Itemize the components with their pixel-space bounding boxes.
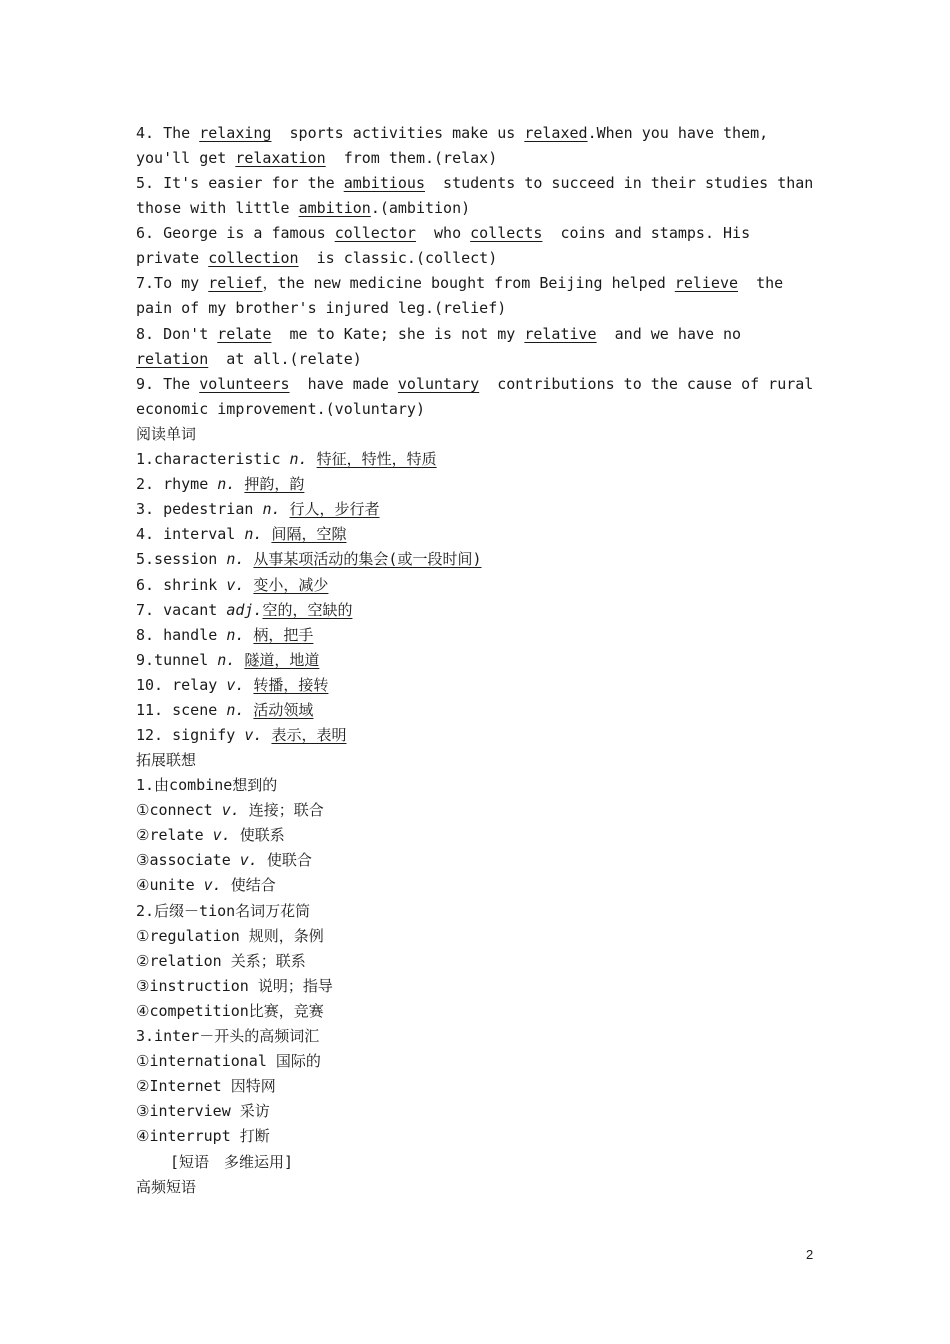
expand-item [136, 924, 324, 949]
vocab-word: 7. vacant [136, 600, 227, 619]
reading-word-item [136, 623, 313, 648]
vocab-word: 3. pedestrian [136, 500, 263, 519]
exercise-text: 6. George is a famous [136, 224, 335, 242]
exercise-text: at all.(relate) [208, 350, 362, 369]
expand-text: ②Internet 因特网 [136, 1077, 276, 1096]
exercise-text: have made [289, 375, 398, 393]
expand-item [136, 1099, 270, 1124]
part-of-speech: n. [226, 701, 245, 719]
part-of-speech: n. [217, 650, 236, 669]
exercise-text: 8. Don't [136, 325, 218, 343]
answer-blank: volunteers [199, 375, 290, 393]
answer-blank: relate [217, 325, 272, 343]
vocab-word: 5.session [136, 550, 227, 569]
answer-blank: collection [208, 249, 299, 268]
word-meaning: 间隔，空隙 [271, 525, 347, 544]
expand-item [136, 1074, 276, 1099]
vocab-word: 11. scene [136, 701, 227, 719]
reading-word-item [136, 472, 304, 497]
expand-item [136, 848, 312, 873]
answer-blank: relaxing [199, 124, 272, 142]
part-of-speech: n. [262, 500, 281, 519]
reading-words-heading: 阅读单词 [136, 425, 197, 443]
expand-item [136, 899, 310, 924]
expand-text: 1.由combine想到的 [136, 776, 278, 794]
word-meaning: 行人，步行者 [289, 500, 380, 519]
exercise-text: the pain of my brother's injured leg.(relief) [136, 274, 793, 318]
vocab-word: 8. handle [136, 625, 227, 644]
exercise-item [136, 322, 816, 372]
vocab-word: 12. signify [136, 726, 245, 745]
expand-item [136, 873, 276, 898]
expand-item [136, 949, 306, 974]
vocab-word: 1.characteristic [136, 450, 290, 468]
exercise-text: and we have no [596, 325, 751, 343]
answer-blank: relieve [674, 274, 739, 292]
exercise-item [136, 221, 816, 271]
part-of-speech: adj. [226, 600, 263, 619]
word-meaning: 活动领域 [253, 701, 314, 719]
expand-item [136, 999, 324, 1024]
part-of-speech: n. [226, 550, 245, 569]
answer-blank: ambitious [343, 174, 425, 192]
expand-text: ③associate [136, 851, 240, 870]
word-meaning: 特征，特性，特质 [316, 450, 437, 468]
reading-word-item [136, 698, 313, 723]
exercise-item [136, 121, 816, 171]
word-meaning: 押韵，韵 [244, 475, 305, 494]
expand-text: ②relate [136, 826, 213, 845]
expand-item [136, 823, 285, 848]
answer-blank: collector [334, 224, 416, 242]
exercise-item [136, 271, 816, 321]
part-of-speech: n. [244, 525, 263, 544]
reading-word-item [136, 723, 346, 748]
separator [308, 450, 317, 468]
expand-meaning: 使联系 [230, 826, 285, 845]
expand-text: ④interrupt 打断 [136, 1127, 270, 1146]
exercise-text: coins and stamps. His private [136, 224, 760, 268]
reading-word-item [136, 547, 481, 572]
expand-text: ④unite [136, 876, 204, 895]
answer-blank: relaxed [524, 124, 588, 142]
part-of-speech: v. [221, 801, 240, 820]
answer-blank: relief [208, 274, 263, 292]
exercise-text: from them.(relax) [325, 149, 498, 168]
word-meaning: 表示，表明 [271, 726, 347, 745]
reading-word-item [136, 648, 319, 673]
word-meaning: 隧道，地道 [244, 650, 320, 669]
expand-text: ④competition比赛，竞赛 [136, 1001, 324, 1020]
part-of-speech: v. [203, 876, 222, 895]
expand-text: ①connect [136, 801, 222, 820]
reading-word-item [136, 497, 380, 522]
vocab-word: 9.tunnel [136, 650, 218, 669]
expand-meaning: 使结合 [221, 876, 276, 895]
part-of-speech: v. [212, 826, 231, 845]
word-meaning: 空的，空缺的 [262, 600, 353, 619]
part-of-speech: v. [226, 675, 245, 694]
expand-item [136, 798, 324, 823]
exercise-text: who [415, 224, 471, 242]
expand-text: 2.后缀－tion名词万花筒 [136, 901, 311, 920]
word-meaning: 转播，接转 [253, 675, 329, 694]
answer-blank: relative [524, 325, 597, 343]
exercise-text: me to Kate; she is not my [271, 325, 525, 343]
part-of-speech: n. [289, 450, 308, 468]
expand-text: ②relation 关系；联系 [136, 951, 306, 970]
part-of-speech: v. [244, 726, 263, 745]
vocab-word: 4. interval [136, 525, 245, 544]
exercise-item [136, 171, 823, 221]
expand-text: ③interview 采访 [136, 1102, 270, 1121]
vocab-word: 6. shrink [136, 575, 227, 594]
page-number: 2 [806, 1247, 814, 1262]
answer-blank: ambition [298, 199, 371, 218]
separator [281, 500, 290, 518]
expand-text: ①regulation 规则，条例 [136, 926, 324, 945]
exercise-text: 5. It's easier for the [136, 174, 344, 192]
expand-text: ③instruction 说明；指导 [136, 976, 333, 995]
exercise-text: sports activities make us [271, 124, 525, 142]
exercise-text: 9. The [136, 375, 200, 393]
reading-word-item [136, 573, 328, 598]
part-of-speech: n. [226, 625, 245, 644]
word-meaning: 柄，把手 [253, 625, 314, 644]
answer-blank: relation [136, 350, 209, 369]
reading-word-item [136, 522, 346, 547]
phrase-heading: 高频短语 [136, 1178, 197, 1196]
expand-item [136, 773, 277, 798]
expand-heading: 拓展联想 [136, 751, 197, 769]
expand-item [136, 974, 333, 999]
answer-blank: voluntary [397, 375, 480, 393]
expand-meaning: 使联合 [257, 851, 312, 870]
part-of-speech: n. [217, 475, 236, 494]
expand-item [136, 1124, 270, 1149]
exercise-text: 7.To my [136, 274, 209, 292]
expand-text: 3.inter－开头的高频词汇 [136, 1027, 320, 1045]
reading-word-item [136, 598, 352, 623]
expand-text: ①international 国际的 [136, 1052, 321, 1071]
exercise-text: contributions to the cause of rural economic improvement.(voluntary) [136, 375, 823, 419]
phrase-section-title: [短语 多维运用] [170, 1153, 294, 1171]
exercise-text: is classic.(collect) [298, 249, 498, 268]
exercise-text: .When you have them, you'll get [136, 124, 778, 168]
reading-word-item [136, 447, 437, 472]
exercise-text: .(ambition) [370, 199, 471, 218]
part-of-speech: v. [226, 575, 245, 594]
word-meaning: 从事某项活动的集会(或一段时间) [253, 550, 482, 569]
vocab-word: 10. relay [136, 675, 227, 694]
expand-item [136, 1049, 321, 1074]
reading-word-item [136, 673, 328, 698]
exercise-text: 4. The [136, 124, 200, 142]
expand-item [136, 1024, 319, 1049]
exercise-text: students to succeed in their studies than those with little [136, 174, 823, 218]
vocab-word: 2. rhyme [136, 475, 218, 494]
expand-meaning: 连接；联合 [239, 801, 324, 820]
exercise-item [136, 372, 823, 422]
part-of-speech: v. [239, 851, 258, 870]
word-meaning: 变小，减少 [253, 575, 329, 594]
answer-blank: relaxation [235, 149, 326, 168]
answer-blank: collects [470, 224, 543, 242]
exercise-text: ，the new medicine bought from Beijing helped [262, 274, 675, 292]
